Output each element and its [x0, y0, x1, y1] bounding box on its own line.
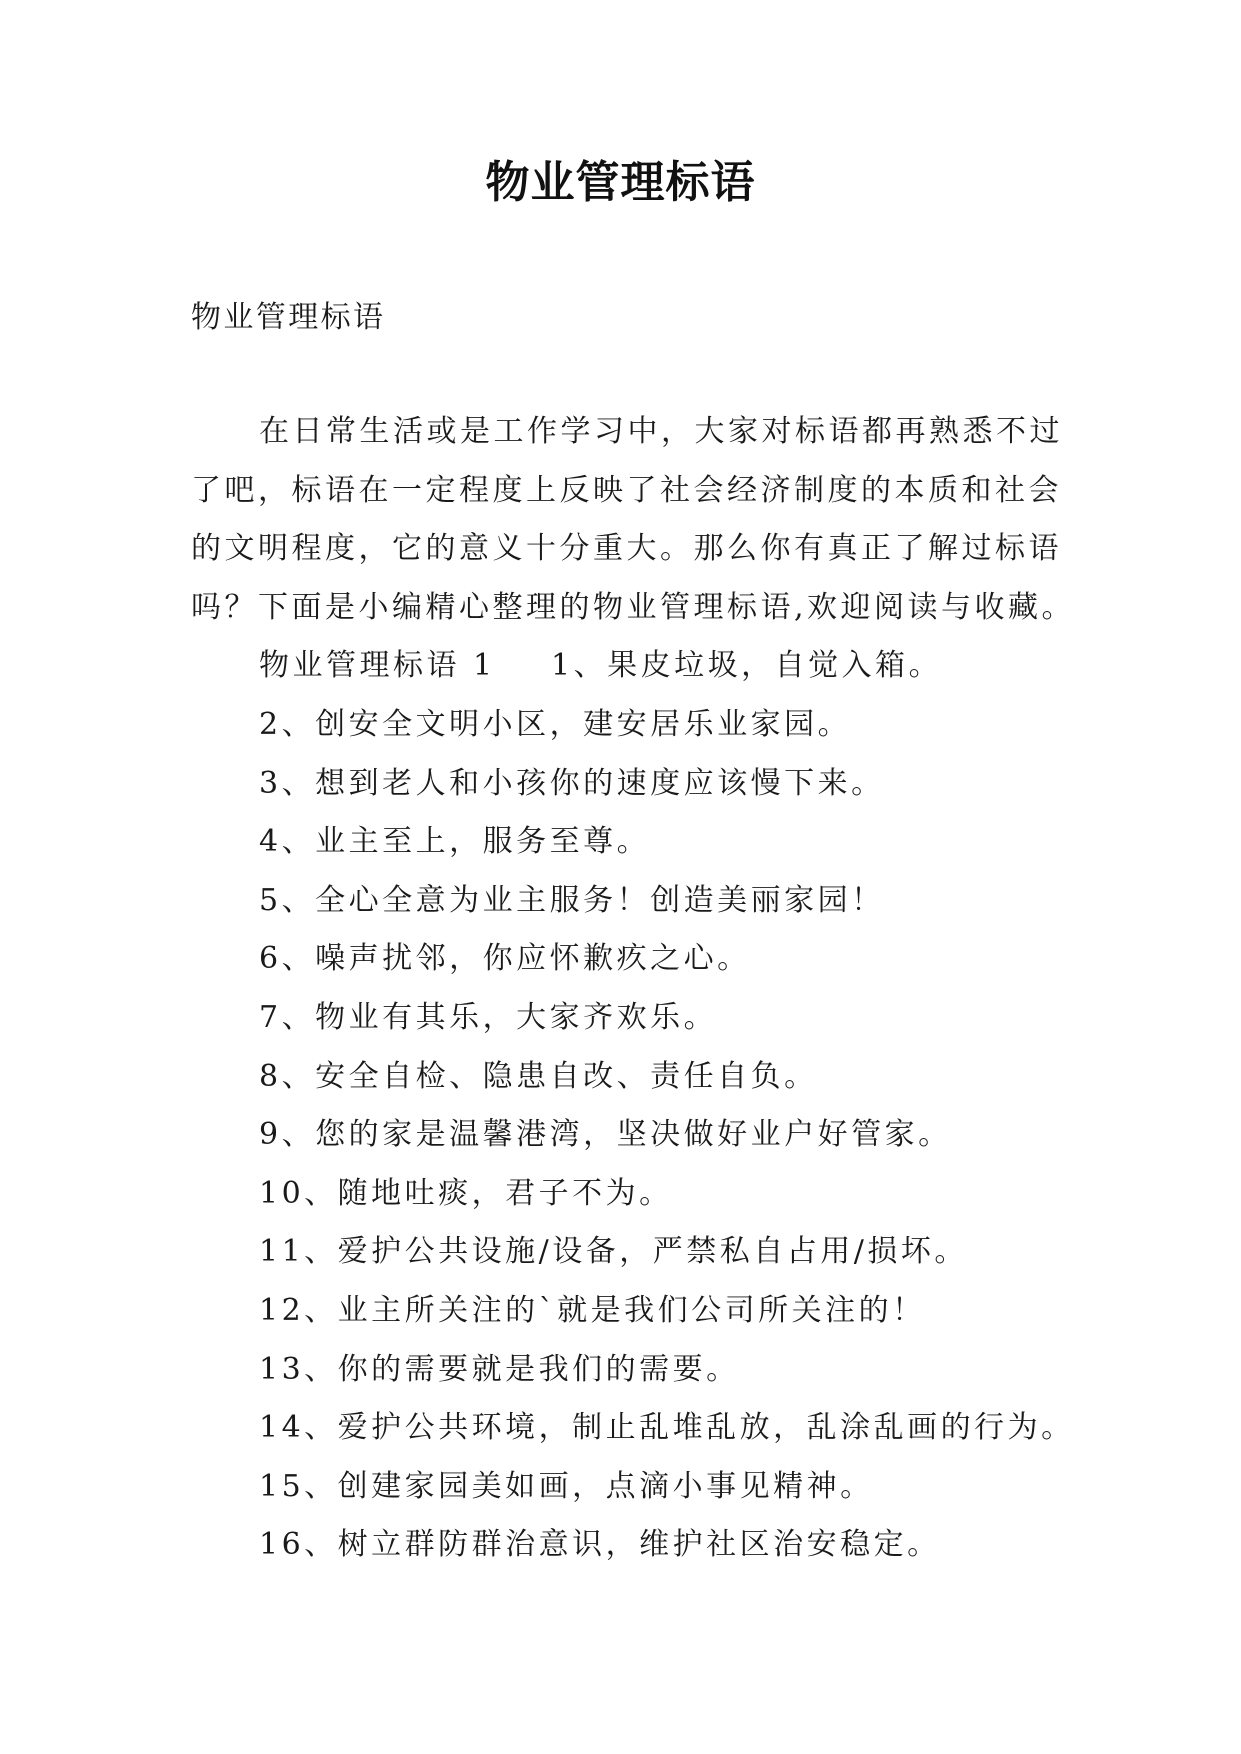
document-subtitle: 物业管理标语 — [191, 300, 386, 335]
list-item: 11、爱护公共设施/设备，严禁私自占用/损坏。 — [259, 1234, 968, 1270]
list-item: 5、全心全意为业主服务！创造美丽家园！ — [259, 882, 885, 918]
list-item: 12、业主所关注的`就是我们公司所关注的！ — [259, 1292, 926, 1328]
list-item: 7、物业有其乐，大家齐欢乐。 — [259, 999, 718, 1035]
list-item: 4、业主至上，服务至尊。 — [259, 824, 651, 860]
document-title: 物业管理标语 — [485, 157, 756, 208]
list-item: 6、噪声扰邻，你应怀歉疚之心。 — [259, 941, 751, 977]
list-item: 10、随地吐痰，君子不为。 — [259, 1175, 673, 1211]
list-item: 8、安全自检、隐患自改、责任自负。 — [259, 1058, 818, 1094]
document-body — [191, 403, 1091, 1575]
intro-line: 在日常生活或是工作学习中，大家对标语都再熟悉不过 — [259, 414, 1063, 449]
list-item: 9、您的家是温馨港湾，坚决做好业户好管家。 — [259, 1117, 952, 1153]
list-item: 15、创建家园美如画，点滴小事见精神。 — [259, 1468, 874, 1504]
section-first-line — [191, 637, 1091, 696]
section-label: 物业管理标语 1 — [259, 648, 496, 684]
list-item: 16、树立群防群治意识，维护社区治安稳定。 — [259, 1527, 941, 1563]
intro-line: 的文明程度，它的意义十分重大。那么你有真正了解过标语 — [191, 531, 1062, 567]
list-item: 14、爱护公共环境，制止乱堆乱放，乱涂乱画的行为。 — [259, 1410, 1075, 1446]
list-item: 1、果皮垃圾，自觉入箱。 — [551, 648, 943, 684]
list-item: 2、创安全文明小区，建安居乐业家园。 — [259, 706, 852, 742]
list-item: 3、想到老人和小孩你的速度应该慢下来。 — [259, 765, 885, 801]
intro-line: 吗？下面是小编精心整理的物业管理标语,欢迎阅读与收藏。 — [191, 589, 1076, 625]
list-item: 13、你的需要就是我们的需要。 — [259, 1351, 740, 1387]
intro-line: 了吧，标语在一定程度上反映了社会经济制度的本质和社会 — [191, 472, 1062, 508]
